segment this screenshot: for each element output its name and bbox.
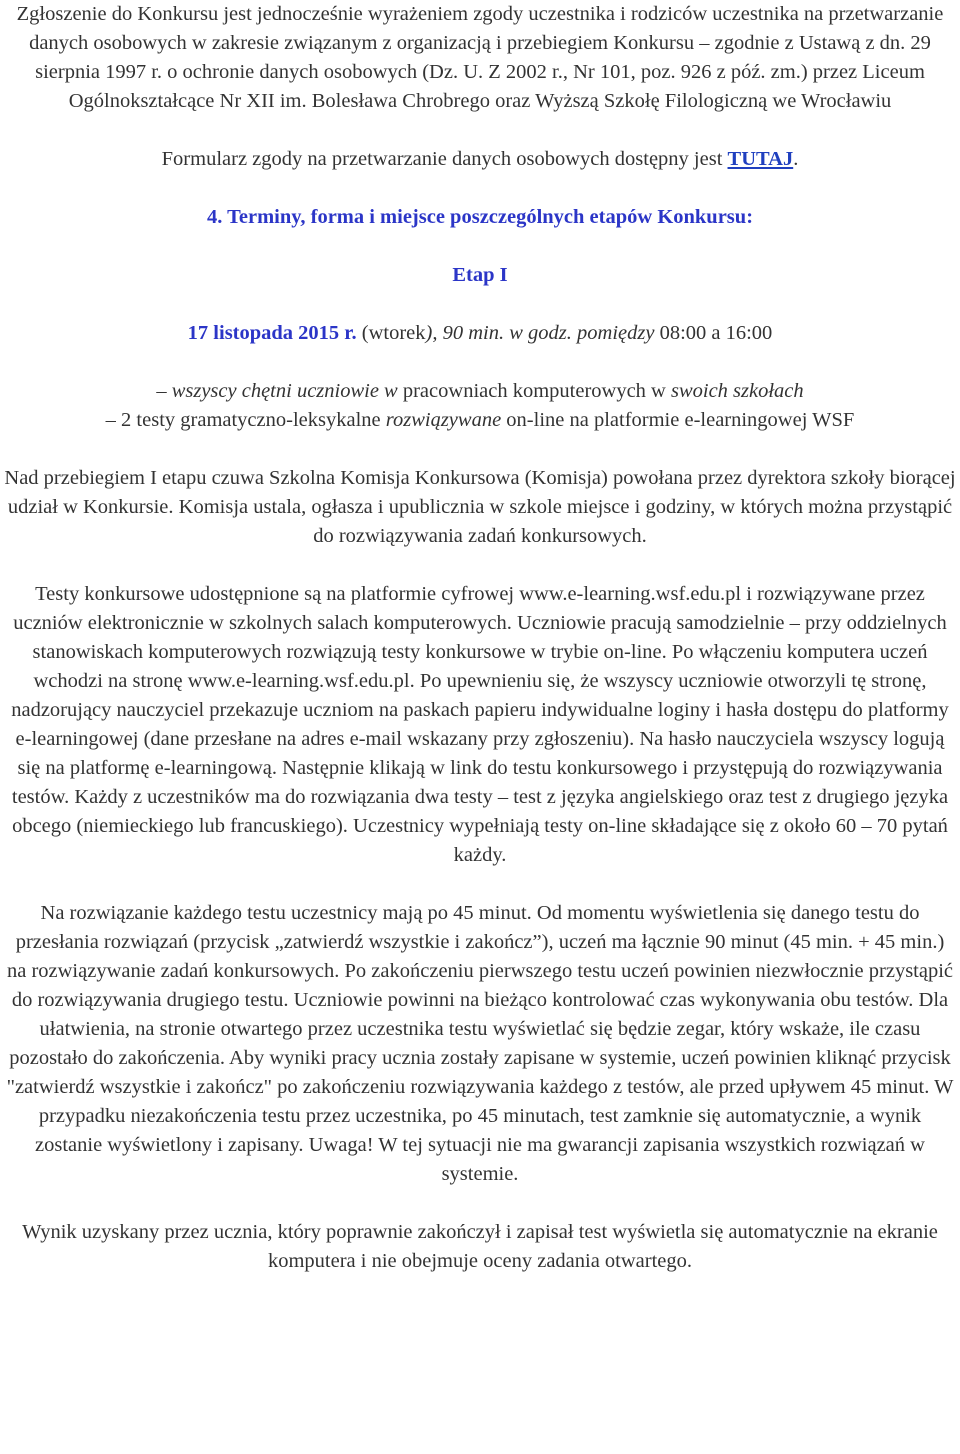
tests-line-start: – 2 testy gramatyczno-leksykalne xyxy=(105,409,386,431)
tests-line xyxy=(4,406,956,435)
participants-dash: – xyxy=(156,380,172,402)
stage-title: Etap I xyxy=(452,264,508,286)
schedule-date: 17 listopada 2015 r. xyxy=(187,322,357,344)
commission-paragraph: Nad przebiegiem I etapu czuwa Szkolna Komisja Konkursowa (Komisja) powołana przez dyrektora szkoły biorącej udział w Konkursie. Komisja ustala, ogłasza i upublicznia w szkole miejsce i godziny, w których można przystąpić do rozwiązywania zadań konkursowych. xyxy=(4,467,956,547)
participants-schools: swoich szkołach xyxy=(670,380,804,402)
section-heading: 4. Terminy, forma i miejsce poszczególnych etapów Konkursu: xyxy=(206,206,754,228)
schedule-line xyxy=(4,319,956,348)
schedule-hours: 08:00 a 16:00 xyxy=(654,322,773,344)
participants-who: wszyscy chętni uczniowie w xyxy=(171,380,398,402)
consent-text: Formularz zgody na przetwarzanie danych osobowych dostępny jest xyxy=(161,148,728,170)
tests-line-italic: rozwiązywane xyxy=(385,409,502,431)
consent-form-line xyxy=(4,145,956,174)
schedule-duration: ), 90 min. w godz. pomiędzy xyxy=(425,322,655,344)
consent-form-link[interactable]: TUTAJ xyxy=(727,148,794,170)
result-paragraph: Wynik uzyskany przez ucznia, który poprawnie zakończył i zapisał test wyświetla się automatycznie na ekranie komputera i nie obejmuje oceny zadania otwartego. xyxy=(22,1221,938,1272)
intro-paragraph: Zgłoszenie do Konkursu jest jednocześnie wyrażeniem zgody uczestnika i rodziców uczestnika na przetwarzanie danych osobowych w zakresie związanym z organizacją i przebiegiem Konkursu – zgodnie z Ustawą z dn. 29 sierpnia 1997 r. o ochronie danych osobowych (Dz. U. Z 2002 r., Nr 101, poz. 926 z póź. zm.) przez Liceum Ogólnokształcące Nr XII im. Bolesława Chrobrego oraz Wyższą Szkołę Filologiczną we Wrocławiu xyxy=(16,3,944,112)
tests-line-end: on-line na platformie e-learningowej WSF xyxy=(501,409,855,431)
participants-where: pracowniach komputerowych w xyxy=(397,380,671,402)
consent-period: . xyxy=(793,148,799,170)
time-paragraph: Na rozwiązanie każdego testu uczestnicy mają po 45 minut. Od momentu wyświetlenia się danego testu do przesłania rozwiązań (przycisk „zatwierdź wszystkie i zakończ”), uczeń ma łącznie 90 minut (45 min. + 45 min.) na rozwiązywanie zadań konkursowych. Po zakończeniu pierwszego testu uczeń powinien niezwłocznie przystąpić do rozwiązywania drugiego testu. Uczniowie powinni na bieżąco kontrolować czas wykonywania obu testów. Dla ułatwienia, na stronie otwartego przez uczestnika testu wyświetlać się będzie zegar, który wskaże, ile czasu pozostało do zakończenia. Aby wyniki pracy ucznia zostały zapisane w systemie, uczeń powinien kliknąć przycisk "zatwierdź wszystkie i zakończ" po zakończeniu rozwiązywania każdego z testów, ale przed upływem 45 minut. W przypadku niezakończenia testu przez uczestnika, po 45 minutach, test zamknie się automatycznie, a wynik zostanie wyświetlony i zapisany. Uwaga! W tej sytuacji nie ma gwarancji zapisania wszystkich rozwiązań w systemie. xyxy=(6,902,954,1185)
tests-paragraph: Testy konkursowe udostępnione są na platformie cyfrowej www.e-learning.wsf.edu.pl i rozwiązywane przez uczniów elektronicznie w szkolnych salach komputerowych. Uczniowie pracują samodzielnie – przy oddzielnych stanowiskach komputerowych rozwiązują testy konkursowe w trybie on-line. Po włączeniu komputera uczeń wchodzi na stronę www.e-learning.wsf.edu.pl. Po upewnieniu się, że wszyscy uczniowie otworzyli tę stronę, nadzorujący nauczyciel przekazuje uczniom na paskach papieru indywidualne loginy i hasła dostępu do platformy e-learningowej (dane przesłane na adres e-mail wskazany przy zgłoszeniu). Na hasło nauczyciela wszyscy logują się na platformę e-learningową. Następnie klikają w link do testu konkursowego i przystępują do rozwiązywania testów. Każdy z uczestników ma do rozwiązania dwa testy – test z języka angielskiego oraz test z drugiego języka obcego (niemieckiego lub francuskiego). Uczestnicy wypełniają testy on-line składające się z około 60 – 70 pytań każdy. xyxy=(11,583,949,866)
participants-line xyxy=(4,377,956,406)
schedule-day: (wtorek xyxy=(356,322,426,344)
